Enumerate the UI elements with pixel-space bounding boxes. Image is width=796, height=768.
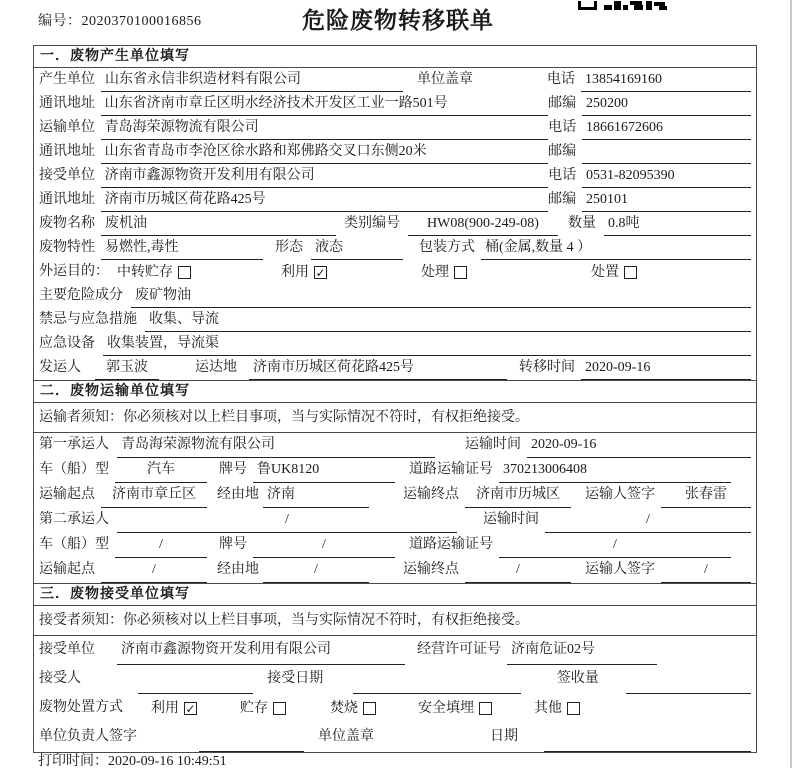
route1-start-value: 济南市章丘区: [101, 483, 207, 508]
waste-pack-value: 桶(金属,数量 4 ）: [481, 236, 751, 260]
producer-phone-label: 电话: [547, 72, 575, 87]
receive-date-label: 接受日期: [267, 671, 324, 686]
doc-title: 危险废物转移联单: [302, 8, 494, 33]
row-vehicle-1: [34, 458, 756, 483]
dispatcher-value: 郭玉波: [95, 356, 159, 380]
disposal-option-store: [240, 694, 286, 723]
disposal-burn-label: 焚烧: [330, 701, 358, 716]
waste-character-value: 易燃性,毒性: [101, 236, 263, 260]
row-producer: [34, 68, 756, 92]
sign-date-label: 日期: [490, 729, 518, 744]
receive-unit-label: 接受单位: [39, 642, 95, 657]
disposal-other-label: 其他: [534, 701, 562, 716]
transporter-address-label: 通讯地址: [39, 144, 95, 159]
license-label: 经营许可证号: [417, 642, 501, 657]
row-taboo-measures: [34, 308, 756, 332]
disposal-use-checkbox: ✓: [185, 702, 196, 716]
receipt-qty-value: [626, 665, 751, 694]
disposal-option-other: [534, 694, 580, 723]
receiver-address-label: 通讯地址: [39, 192, 95, 207]
receive-notice-text: 接受者须知：你必须核对以上栏目事项，当与实际情况不符时，有权拒绝接受。: [39, 613, 529, 628]
row-transporter: [34, 116, 756, 140]
waste-category-label: 类别编号: [344, 216, 400, 231]
row-waste-character: [34, 236, 756, 260]
producer-address-label: 通讯地址: [39, 96, 95, 111]
qr-code-fragment-icon: [578, 0, 668, 10]
vehicle2-type-value: /: [115, 533, 207, 558]
dispatcher-label: 发运人: [39, 360, 81, 375]
equipment-value: 收集装置，导流渠: [103, 332, 751, 356]
purpose-storage-label: 中转贮存: [117, 264, 173, 280]
receiver-zip-label: 邮编: [548, 192, 577, 207]
disposal-other-checkbox: [567, 702, 580, 715]
route1-sign-value: 张春雷: [661, 483, 751, 508]
producer-seal-label: 单位盖章: [417, 72, 473, 87]
section-transport: [33, 380, 757, 584]
waste-category-value: HW08(900-249-08): [408, 212, 558, 236]
transporter-zip-value: [582, 140, 751, 164]
disposal-option-use: [151, 694, 197, 723]
disposal-option-burn: [330, 694, 376, 723]
section-producer: [33, 45, 757, 381]
purpose-option-dispose: [591, 260, 637, 284]
purpose-option-treat: [421, 260, 467, 284]
acceptor-label: 接受人: [39, 671, 81, 686]
road-permit2-value: /: [499, 533, 731, 558]
row-transport-notice: [34, 403, 756, 433]
transfer-time-label: 转移时间: [519, 360, 575, 375]
receiver-phone-label: 电话: [548, 168, 577, 183]
purpose-use-checkbox: ✓: [315, 265, 326, 280]
transporter-address-value: 山东省青岛市李沧区徐水路和郑佛路交叉口东侧20米: [101, 140, 548, 164]
receipt-qty-label: 签收量: [556, 671, 599, 686]
row-waste-name: [34, 212, 756, 236]
doc-number-value: 2020370100016856: [81, 14, 202, 29]
disposal-store-label: 贮存: [240, 701, 268, 716]
taboo-value: 收集、导流: [145, 308, 751, 332]
transport-notice-text: 运输者须知：你必须核对以上栏目事项，当与实际情况不符时，有权拒绝接受。: [39, 410, 529, 425]
row-producer-address: [34, 92, 756, 116]
row-route-1: [34, 483, 756, 508]
producer-zip-label: 邮编: [548, 96, 577, 111]
row-receive-notice: [34, 606, 756, 636]
destination-value: 济南市历城区荷花路425号: [249, 356, 507, 380]
row-disposal-method: [34, 694, 756, 723]
purpose-dispose-checkbox: [624, 266, 637, 279]
vehicle2-type-label: 车（船）型: [39, 537, 109, 552]
print-time-value: 2020-09-16 10:49:51: [108, 754, 227, 768]
receive-unit-value: 济南市鑫源物资开发利用有限公司: [117, 636, 405, 665]
second-carrier-value: /: [117, 508, 457, 533]
waste-qty-label: 数量: [568, 216, 596, 231]
disposal-landfill-checkbox: [479, 702, 492, 715]
row-receiver: [34, 164, 756, 188]
route2-sign-value: /: [661, 558, 751, 583]
row-transfer-purpose: [34, 260, 756, 284]
transporter-label: 运输单位: [39, 120, 95, 135]
route2-via-value: /: [263, 558, 369, 583]
transporter-value: 青岛海荣源物流有限公司: [101, 116, 548, 140]
row-transporter-address: [34, 140, 756, 164]
vehicle1-type-label: 车（船）型: [39, 462, 109, 477]
taboo-label: 禁忌与应急措施: [39, 312, 137, 327]
route1-start-label: 运输起点: [39, 487, 95, 502]
section-receiver: [33, 583, 757, 753]
producer-phone-value: 13854169160: [581, 68, 751, 92]
row-receive-unit: [34, 636, 756, 665]
purpose-option-storage: [117, 260, 191, 284]
disposal-use-label: 利用: [151, 701, 179, 716]
receiver-value: 济南市鑫源物资开发利用有限公司: [101, 164, 548, 188]
responsible-sign-value: [199, 723, 304, 752]
producer-label: 产生单位: [39, 72, 95, 87]
first-carrier-value: 青岛海荣源物流有限公司: [117, 433, 435, 458]
receiver-phone-value: 0531-82095390: [582, 164, 751, 188]
route1-end-label: 运输终点: [403, 487, 459, 502]
route2-start-label: 运输起点: [39, 562, 95, 577]
route2-start-value: /: [101, 558, 207, 583]
purpose-storage-checkbox: [178, 266, 191, 279]
plate2-value: /: [253, 533, 395, 558]
transporter-phone-value: 18661672606: [582, 116, 751, 140]
transporter-zip-label: 邮编: [548, 144, 577, 159]
section3-title: 三．废物接受单位填写: [34, 584, 756, 606]
producer-zip-value: 250200: [582, 92, 751, 116]
road-permit1-value: 370213006408: [499, 458, 731, 483]
vehicle1-type-value: 汽车: [115, 458, 207, 483]
route2-end-value: /: [465, 558, 571, 583]
hazard-label: 主要危险成分: [39, 288, 123, 303]
section2-title: 二．废物运输单位填写: [34, 381, 756, 403]
road-permit1-label: 道路运输证号: [409, 462, 493, 477]
route1-sign-label: 运输人签字: [585, 487, 655, 502]
page-edge-line: [790, 0, 792, 768]
row-first-carrier: [34, 433, 756, 458]
transport-time2-label: 运输时间: [483, 512, 539, 527]
purpose-label: 外运目的：: [39, 264, 109, 279]
row-vehicle-2: [34, 533, 756, 558]
sign-date-value: [544, 723, 751, 752]
receive-date-value: [353, 665, 521, 694]
row-second-carrier: [34, 508, 756, 533]
second-carrier-label: 第二承运人: [39, 512, 109, 527]
purpose-use-label: 利用: [281, 264, 309, 280]
destination-label: 运达地: [195, 360, 237, 375]
plate1-value: 鲁UK8120: [253, 458, 395, 483]
purpose-option-use: [281, 260, 327, 284]
first-carrier-label: 第一承运人: [39, 437, 109, 452]
row-route-2: [34, 558, 756, 583]
plate1-label: 牌号: [219, 462, 247, 477]
transport-time-label: 运输时间: [465, 437, 521, 452]
transfer-time-value: 2020-09-16: [581, 356, 751, 380]
disposal-option-landfill: [418, 694, 492, 723]
transport-time2-value: /: [545, 508, 751, 533]
transfer-form: [33, 45, 757, 753]
disposal-burn-checkbox: [363, 702, 376, 715]
plate2-label: 牌号: [219, 537, 247, 552]
license-value: 济南危证02号: [507, 636, 657, 665]
responsible-sign-label: 单位负责人签字: [39, 729, 137, 744]
route1-via-label: 经由地: [217, 487, 259, 502]
route2-via-label: 经由地: [217, 562, 259, 577]
receiver-zip-value: 250101: [582, 188, 751, 212]
receiver-address-value: 济南市历城区荷花路425号: [101, 188, 548, 212]
waste-form-label: 形态: [275, 240, 303, 255]
road-permit2-label: 道路运输证号: [409, 537, 493, 552]
equipment-label: 应急设备: [39, 336, 95, 351]
route1-end-value: 济南市历城区: [465, 483, 571, 508]
waste-pack-label: 包装方式: [419, 240, 475, 255]
hazard-value: 废矿物油: [131, 284, 751, 308]
row-acceptor: [34, 665, 756, 694]
waste-form-value: 液态: [311, 236, 403, 260]
disposal-landfill-label: 安全填埋: [418, 701, 474, 716]
row-receiver-address: [34, 188, 756, 212]
purpose-treat-label: 处理: [421, 264, 449, 280]
doc-number-label: 编号：: [38, 14, 82, 29]
acceptor-value: [138, 665, 253, 694]
waste-qty-value: 0.8吨: [604, 212, 751, 236]
unit-seal-label: 单位盖章: [318, 729, 374, 744]
print-time-label: 打印时间：: [38, 754, 108, 768]
row-hazard-component: [34, 284, 756, 308]
purpose-dispose-label: 处置: [591, 264, 619, 280]
row-emergency-equipment: [34, 332, 756, 356]
transport-time-value: 2020-09-16: [527, 433, 751, 458]
producer-address-value: 山东省济南市章丘区明水经济技术开发区工业一路501号: [101, 92, 548, 116]
route2-sign-label: 运输人签字: [585, 562, 655, 577]
route2-end-label: 运输终点: [403, 562, 459, 577]
route1-via-value: 济南: [263, 483, 369, 508]
disposal-store-checkbox: [273, 702, 286, 715]
waste-character-label: 废物特性: [39, 240, 95, 255]
print-time: [38, 750, 227, 768]
receiver-label: 接受单位: [39, 168, 95, 183]
purpose-treat-checkbox: [454, 266, 467, 279]
row-dispatcher: [34, 356, 756, 380]
section1-title: 一．废物产生单位填写: [34, 46, 756, 68]
waste-name-value: 废机油: [101, 212, 336, 236]
waste-name-label: 废物名称: [39, 216, 95, 231]
row-responsible-sign: [34, 723, 756, 752]
transporter-phone-label: 电话: [548, 120, 577, 135]
producer-value: 山东省永信非织造材料有限公司: [101, 68, 403, 92]
disposal-label: 废物处置方式: [39, 700, 123, 715]
